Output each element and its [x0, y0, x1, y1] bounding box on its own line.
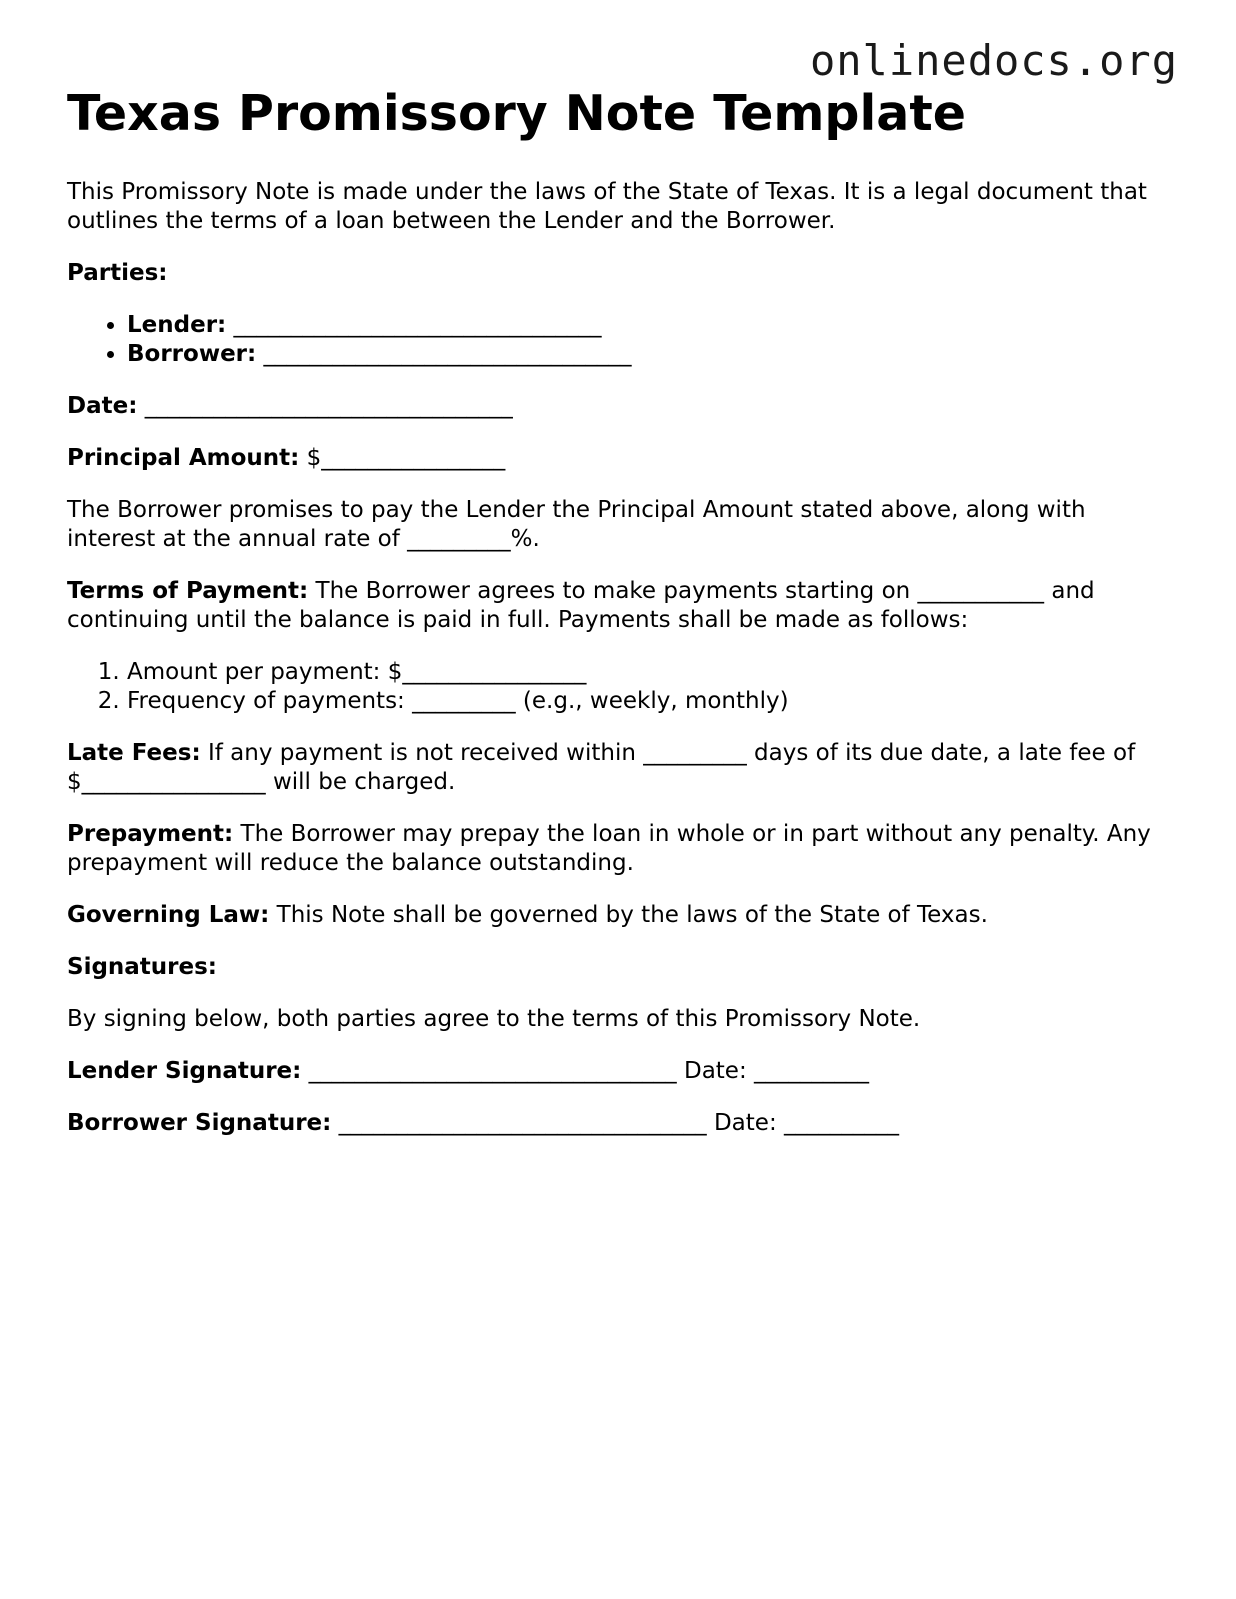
borrower-signature-line — [67, 1109, 1177, 1138]
lender-signature-blank: ________________________________ — [308, 1058, 677, 1084]
late-fees-label: Late Fees: — [67, 740, 201, 766]
terms-label: Terms of Payment: — [67, 578, 309, 604]
list-item-amount: 1. Amount per payment: $________________ — [127, 658, 1177, 687]
prepayment-text: The Borrower may prepay the loan in whole or in part without any penalty. Any prepayment will reduce the balance outstanding. — [67, 821, 1151, 876]
signatures-heading-label: Signatures: — [67, 954, 218, 980]
lender-signature-date: Date: __________ — [683, 1058, 870, 1084]
date-blank: ________________________________ — [144, 393, 513, 419]
borrower-signature-label: Borrower Signature: — [67, 1110, 332, 1136]
list-item-frequency: 2. Frequency of payments: _________ (e.g., weekly, monthly) — [127, 687, 1177, 716]
late-fees-paragraph — [67, 739, 1177, 797]
terms-text: The Borrower agrees to make payments starting on ___________ and continuing until the balance is paid in full. Payments shall be made as follows: — [67, 578, 1095, 633]
borrower-label: Borrower: — [127, 341, 257, 367]
prepayment-label: Prepayment: — [67, 821, 234, 847]
lender-signature-line — [67, 1057, 1177, 1086]
interest-paragraph: The Borrower promises to pay the Lender the Principal Amount stated above, along with interest at the annual rate of _________%. — [67, 497, 1086, 552]
document-title: Texas Promissory Note Template — [67, 85, 966, 142]
list-item-lender — [127, 311, 1177, 340]
lender-label: Lender: — [127, 312, 227, 338]
terms-paragraph — [67, 577, 1177, 635]
date-line — [67, 392, 1177, 421]
principal-blank: $________________ — [306, 445, 506, 471]
governing-law-label: Governing Law: — [67, 902, 270, 928]
document-page — [67, 84, 1177, 1161]
intro-paragraph: This Promissory Note is made under the laws of the State of Texas. It is a legal document that outlines the terms of a loan between the Lender and the Borrower. — [67, 179, 1147, 234]
list-item-borrower — [127, 340, 1177, 369]
signatures-heading — [67, 953, 1177, 982]
borrower-signature-blank: ________________________________ — [338, 1110, 707, 1136]
parties-heading — [67, 259, 1177, 288]
governing-law-text: This Note shall be governed by the laws of the State of Texas. — [276, 902, 988, 928]
signatures-paragraph: By signing below, both parties agree to the terms of this Promissory Note. — [67, 1006, 921, 1032]
watermark: onlinedocs.org — [809, 36, 1178, 85]
lender-blank: ________________________________ — [233, 312, 602, 338]
lender-signature-label: Lender Signature: — [67, 1058, 302, 1084]
borrower-blank: ________________________________ — [263, 341, 632, 367]
parties-heading-label: Parties: — [67, 260, 168, 286]
principal-line — [67, 444, 1177, 473]
prepayment-paragraph — [67, 820, 1177, 878]
payment-terms-list — [67, 658, 1177, 716]
late-fees-text: If any payment is not received within _________ days of its due date, a late fee of $________________ will be charged. — [67, 740, 1136, 795]
principal-label: Principal Amount: — [67, 445, 300, 471]
borrower-signature-date: Date: __________ — [713, 1110, 900, 1136]
parties-list — [67, 311, 1177, 369]
date-label: Date: — [67, 393, 138, 419]
governing-law-paragraph — [67, 901, 1177, 930]
